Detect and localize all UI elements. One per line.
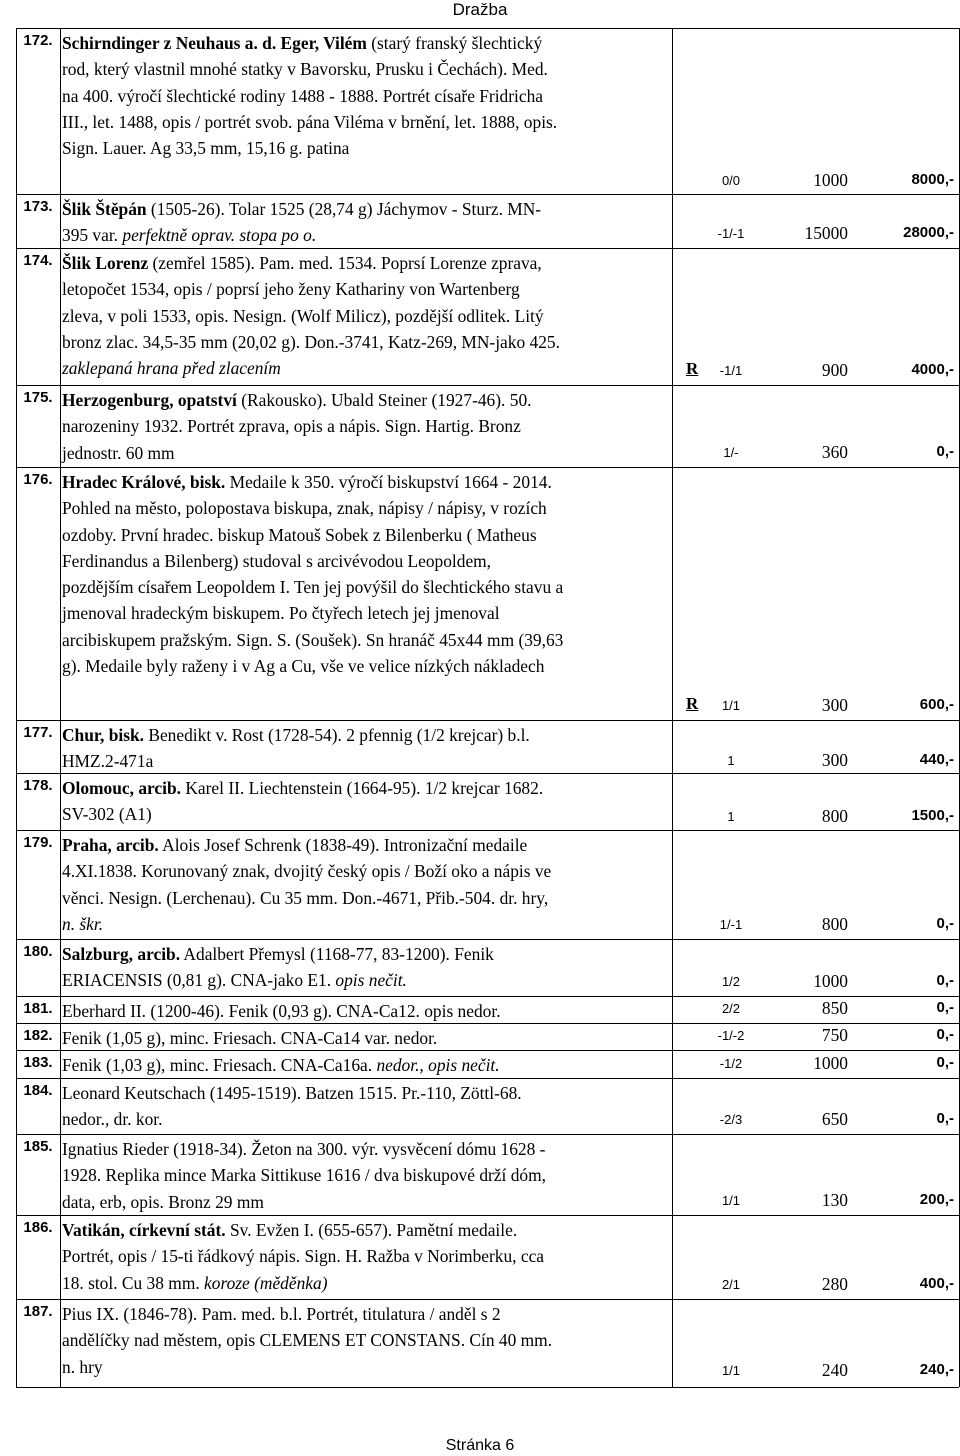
description-line — [62, 1243, 672, 1269]
hammer-price: 440,- — [919, 751, 954, 768]
description-text: Alois Josef Schrenk (1838-49). Intronizační medaile — [158, 835, 528, 855]
description-text: ozdoby. První hradec. biskup Matouš Sobek z Bilenberku ( Matheus — [62, 524, 537, 545]
description-line — [62, 967, 672, 993]
condition-note: n. škr. — [62, 913, 104, 934]
lot-number: 185. — [23, 1138, 53, 1155]
description-line — [62, 679, 672, 705]
starting-price: 130 — [821, 1190, 848, 1210]
description-line — [62, 329, 672, 355]
lot-row — [0, 248, 960, 385]
condition-note: perfektně oprav. stopa po o. — [122, 225, 317, 246]
description-line — [62, 276, 672, 302]
description-line — [62, 722, 672, 748]
description-line — [62, 1354, 672, 1380]
hammer-price: 0,- — [936, 999, 954, 1016]
description-line — [62, 83, 672, 109]
description-line — [62, 653, 672, 679]
lot-row — [0, 1215, 960, 1299]
description-line — [62, 1052, 672, 1078]
condition-grade: -2/3 — [719, 1112, 743, 1127]
lot-number: 179. — [23, 834, 53, 851]
description-text: Karel II. Liechtenstein (1664-95). 1/2 krejcar 1682. — [181, 778, 544, 798]
description-line — [62, 303, 672, 329]
description-line — [62, 748, 672, 774]
lot-description — [62, 1052, 672, 1078]
description-text: andělíčky nad městem, opis CLEMENS ET CONSTANS. Cín 40 mm. — [62, 1330, 553, 1351]
starting-price: 800 — [821, 914, 848, 934]
page-header: Dražba — [452, 0, 508, 19]
lot-description — [62, 1025, 672, 1051]
lot-number: 180. — [23, 943, 53, 960]
description-text: data, erb, opis. Bronz 29 mm — [62, 1191, 264, 1212]
description-text: pozdějším císařem Leopoldem I. Ten jej povýšil do šlechtického stavu a — [62, 577, 564, 598]
description-text: zleva, v poli 1533, opis. Nesign. (Wolf Milicz), pozdější odlitek. Litý — [62, 305, 544, 326]
description-line — [62, 998, 672, 1024]
description-text: Fenik (1,05 g), minc. Friesach. CNA-Ca14 var. nedor. — [62, 1028, 438, 1048]
condition-grade: 1/2 — [721, 974, 741, 989]
lot-description — [62, 775, 672, 828]
description-line — [62, 495, 672, 521]
description-line — [62, 440, 672, 466]
description-line — [62, 30, 672, 56]
lot-description — [62, 387, 672, 466]
hammer-price: 400,- — [919, 1275, 954, 1292]
starting-price: 1000 — [813, 170, 848, 190]
description-text: Pohled na město, polopostava biskupa, znak, nápisy / nápisy, v rozích — [62, 498, 547, 519]
description-line — [62, 1189, 672, 1215]
starting-price: 240 — [821, 1360, 848, 1380]
description-line — [62, 355, 672, 381]
lot-row — [0, 385, 960, 467]
description-text: Sv. Evžen I. (655-657). Pamětní medaile. — [225, 1220, 518, 1240]
description-line — [62, 832, 672, 858]
condition-note: koroze (měděnka) — [204, 1272, 328, 1293]
description-line — [62, 801, 672, 827]
hammer-price: 0,- — [936, 1026, 954, 1043]
lot-row — [0, 1023, 960, 1050]
condition-grade: -1/-2 — [717, 1028, 745, 1043]
lot-heading: Herzogenburg, opatství — [62, 390, 237, 410]
description-line — [62, 574, 672, 600]
description-text: věnci. Nesign. (Lerchenau). Cu 35 mm. Don.-4671, Přib.-504. dr. hry, — [62, 887, 549, 908]
description-line — [62, 1106, 672, 1132]
lot-row — [0, 194, 960, 248]
condition-grade: 1/- — [723, 445, 739, 460]
condition-grade: 2/1 — [721, 1277, 741, 1292]
description-text: jmenoval hradeckým biskupem. Po čtyřech letech jej jmenoval — [62, 603, 500, 624]
description-line — [62, 885, 672, 911]
hammer-price: 4000,- — [911, 361, 954, 378]
description-text: Ignatius Rieder (1918-34). Žeton na 300. výr. vysvěcení dómu 1628 - — [62, 1139, 546, 1159]
lot-heading: Vatikán, církevní stát. — [62, 1220, 226, 1240]
lot-description — [62, 1301, 672, 1380]
hammer-price: 600,- — [919, 696, 954, 713]
lot-number: 187. — [23, 1303, 53, 1320]
lot-heading: Šlik Štěpán — [62, 199, 147, 219]
lot-heading: Praha, arcib. — [62, 835, 159, 855]
condition-grade: 1/-1 — [719, 917, 743, 932]
description-text: HMZ.2-471a — [62, 751, 154, 772]
description-text: jednostr. 60 mm — [62, 442, 175, 463]
description-text: narozeniny 1932. Portrét zprava, opis a nápis. Sign. Hartig. Bronz — [62, 416, 521, 437]
description-text: (Rakousko). Ubald Steiner (1927-46). 50. — [236, 390, 532, 410]
lot-number: 178. — [23, 777, 53, 794]
description-text: n. hry — [62, 1356, 103, 1377]
description-line — [62, 600, 672, 626]
lot-number: 176. — [23, 471, 53, 488]
description-text: letopočet 1534, opis / poprsí jeho ženy Kathariny von Wartenberg — [62, 279, 520, 300]
lot-number: 172. — [23, 32, 53, 49]
description-line — [62, 387, 672, 413]
lot-description — [62, 469, 672, 706]
starting-price: 650 — [821, 1109, 848, 1129]
starting-price: 300 — [821, 750, 848, 770]
description-text: Eberhard II. (1200-46). Fenik (0,93 g). CNA-Ca12. opis nedor. — [62, 1001, 501, 1021]
lot-heading: Chur, bisk. — [62, 725, 145, 745]
starting-price: 1000 — [813, 1053, 848, 1073]
starting-price: 300 — [821, 695, 848, 715]
condition-grade: 1/1 — [721, 698, 741, 713]
description-line — [62, 109, 672, 135]
lot-heading: Hradec Králové, bisk. — [62, 472, 226, 492]
description-line — [62, 548, 672, 574]
description-text: 4.XI.1838. Korunovaný znak, dvojitý český opis / Boží oko a nápis ve — [62, 861, 552, 882]
starting-price: 1000 — [813, 971, 848, 991]
lot-row — [0, 1050, 960, 1078]
hammer-price: 1500,- — [911, 807, 954, 824]
starting-price: 15000 — [804, 223, 848, 243]
starting-price: 800 — [821, 806, 848, 826]
lot-description — [62, 1217, 672, 1296]
starting-price: 280 — [821, 1274, 848, 1294]
lot-description — [62, 1080, 672, 1133]
description-text: Fenik (1,03 g), minc. Friesach. CNA-Ca16a. — [62, 1055, 377, 1075]
lot-heading: Šlik Lorenz — [62, 253, 149, 273]
description-text: (1505-26). Tolar 1525 (28,74 g) Jáchymov - Sturz. MN- — [146, 199, 542, 219]
starting-price: 750 — [821, 1025, 848, 1045]
description-line — [62, 250, 672, 276]
description-text: nedor., dr. kor. — [62, 1109, 163, 1130]
condition-note: opis nečit. — [335, 970, 407, 991]
description-line — [62, 627, 672, 653]
description-line — [62, 1270, 672, 1296]
lot-description — [62, 941, 672, 994]
description-line — [62, 413, 672, 439]
hammer-price: 200,- — [919, 1191, 954, 1208]
description-line — [62, 196, 672, 222]
description-text: (starý franský šlechtický — [366, 33, 543, 53]
hammer-price: 28000,- — [903, 224, 954, 241]
condition-grade: 1 — [727, 753, 735, 768]
rarity-mark: R — [686, 694, 699, 713]
condition-note: zaklepaná hrana před zlacením — [62, 358, 281, 379]
starting-price: 850 — [821, 998, 848, 1018]
lot-row — [0, 1299, 960, 1387]
description-text: III., let. 1488, opis / portrét svob. pána Viléma v brnění, let. 1888, opis. — [62, 111, 558, 132]
lot-description — [62, 250, 672, 381]
lot-number: 182. — [23, 1027, 53, 1044]
description-text: rod, který vlastnil mnohé statky v Bavorsku, Prusku i Čechách). Med. — [62, 59, 548, 80]
lot-number: 177. — [23, 724, 53, 741]
lot-number: 181. — [23, 1000, 53, 1017]
description-line — [62, 941, 672, 967]
condition-grade: 1/1 — [721, 1363, 741, 1378]
description-line — [62, 1162, 672, 1188]
description-line — [62, 1301, 672, 1327]
description-text: Ferdinandus a Bilenberg) studoval s arcivévodou Leopoldem, — [62, 550, 492, 571]
lot-row — [0, 720, 960, 773]
lot-number: 175. — [23, 389, 53, 406]
lot-row — [0, 28, 960, 194]
lot-heading: Olomouc, arcib. — [62, 778, 181, 798]
condition-grade: -1/2 — [719, 1056, 743, 1071]
lot-heading: Salzburg, arcib. — [62, 944, 181, 964]
description-line — [62, 1136, 672, 1162]
lot-row — [0, 467, 960, 720]
lot-row — [0, 773, 960, 830]
description-line — [62, 522, 672, 548]
description-text: 18. stol. Cu 38 mm. — [62, 1272, 205, 1293]
description-text: arcibiskupem pražským. Sign. S. (Soušek). Sn hranáč 45x44 mm (39,63 — [62, 629, 564, 650]
lot-row — [0, 996, 960, 1023]
hammer-price: 8000,- — [911, 171, 954, 188]
page-footer: Stránka 6 — [445, 1437, 515, 1454]
description-text: Leonard Keutschach (1495-1519). Batzen 1515. Pr.-110, Zöttl-68. — [62, 1083, 522, 1103]
description-line — [62, 1080, 672, 1106]
description-line — [62, 56, 672, 82]
lot-description — [62, 998, 672, 1024]
hammer-price: 240,- — [919, 1361, 954, 1378]
lot-row — [0, 830, 960, 939]
lot-row — [0, 939, 960, 996]
description-line — [62, 1327, 672, 1353]
hammer-price: 0,- — [936, 972, 954, 989]
description-text: (zemřel 1585). Pam. med. 1534. Poprsí Lorenze zprava, — [148, 253, 542, 273]
starting-price: 360 — [821, 442, 848, 462]
description-text: na 400. výročí šlechtické rodiny 1488 - 1888. Portrét císaře Fridricha — [62, 85, 544, 106]
grid-hline — [16, 1387, 959, 1388]
condition-grade: -1/-1 — [717, 226, 745, 241]
hammer-price: 0,- — [936, 1054, 954, 1071]
lot-number: 184. — [23, 1082, 53, 1099]
condition-grade: -1/1 — [719, 363, 743, 378]
hammer-price: 0,- — [936, 443, 954, 460]
description-text: Portrét, opis / 15-ti řádkový nápis. Sign. H. Ražba v Norimberku, cca — [62, 1246, 545, 1267]
condition-grade: 2/2 — [721, 1001, 741, 1016]
lot-description — [62, 30, 672, 161]
condition-grade: 0/0 — [721, 173, 741, 188]
hammer-price: 0,- — [936, 1110, 954, 1127]
description-text: 395 var. — [62, 225, 123, 246]
lot-number: 174. — [23, 252, 53, 269]
lot-number: 186. — [23, 1219, 53, 1236]
hammer-price: 0,- — [936, 915, 954, 932]
lot-heading: Schirndinger z Neuhaus a. d. Eger, Vilém — [62, 33, 367, 53]
lot-description — [62, 196, 672, 249]
starting-price: 900 — [821, 360, 848, 380]
description-text: Sign. Lauer. Ag 33,5 mm, 15,16 g. patina — [62, 138, 350, 159]
description-line — [62, 911, 672, 937]
rarity-mark: R — [686, 359, 699, 378]
description-text: SV-302 (A1) — [62, 804, 152, 825]
description-text: Adalbert Přemysl (1168-77, 83-1200). Fenik — [180, 944, 494, 964]
description-line — [62, 469, 672, 495]
description-text: bronz zlac. 34,5-35 mm (20,02 g). Don.-3741, Katz-269, MN-jako 425. — [62, 331, 560, 352]
condition-note: nedor., opis nečit. — [376, 1055, 500, 1075]
description-line — [62, 858, 672, 884]
lot-number: 173. — [23, 198, 53, 215]
description-line — [62, 222, 672, 248]
lot-description — [62, 722, 672, 775]
lot-description — [62, 1136, 672, 1215]
description-text: Pius IX. (1846-78). Pam. med. b.l. Portrét, titulatura / anděl s 2 — [62, 1304, 501, 1324]
lot-row — [0, 1078, 960, 1134]
description-text: 1928. Replika mince Marka Sittikuse 1616 / dva biskupové drží dóm, — [62, 1165, 546, 1186]
description-line — [62, 775, 672, 801]
description-text: g). Medaile byly raženy i v Ag a Cu, vše ve velice nízkých nákladech — [62, 656, 545, 677]
description-line — [62, 1025, 672, 1051]
description-line — [62, 135, 672, 161]
condition-grade: 1/1 — [721, 1193, 741, 1208]
lot-row — [0, 1134, 960, 1215]
description-line — [62, 1217, 672, 1243]
condition-grade: 1 — [727, 809, 735, 824]
description-text: ERIACENSIS (0,81 g). CNA-jako E1. — [62, 970, 336, 991]
lot-description — [62, 832, 672, 937]
lot-number: 183. — [23, 1054, 53, 1071]
description-text: Medaile k 350. výročí biskupství 1664 - 2014. — [225, 472, 552, 492]
description-text: Benedikt v. Rost (1728-54). 2 pfennig (1/2 krejcar) b.l. — [144, 725, 530, 745]
